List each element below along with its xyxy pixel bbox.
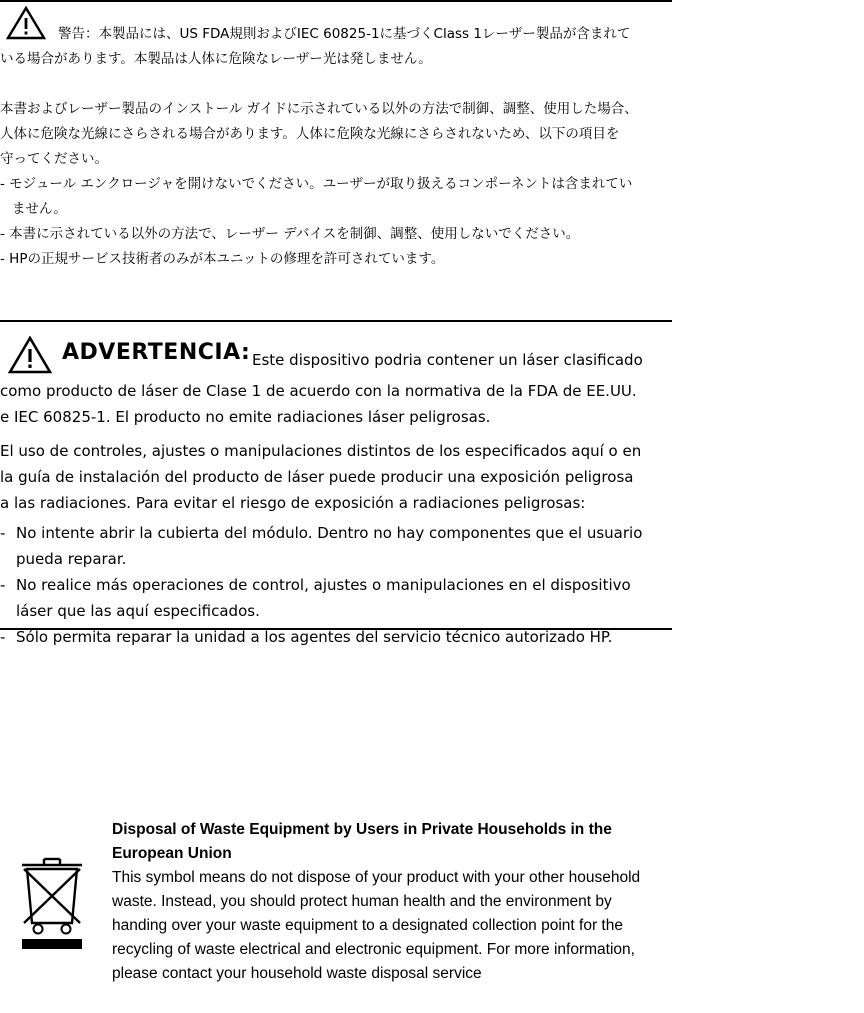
japanese-paragraph-line: 守ってください。 bbox=[0, 151, 108, 167]
horizontal-rule bbox=[0, 0, 672, 2]
spanish-heading: ADVERTENCIA: bbox=[62, 340, 251, 365]
crossed-out-wheeled-bin-icon bbox=[14, 853, 90, 951]
weee-body-line: This symbol means do not dispose of your product with your other household bbox=[112, 869, 641, 886]
japanese-paragraph bbox=[0, 97, 672, 172]
weee-body-line: recycling of waste electrical and electronic equipment. For more information, bbox=[112, 941, 635, 958]
weee-text-block bbox=[112, 818, 772, 986]
weee-title-line2: European Union bbox=[112, 845, 232, 862]
list-item: - モジュール エンクロージャを開けないでください。ユーザーが取り扱えるコンポーネントは含まれてい bbox=[0, 176, 633, 192]
japanese-paragraph-line: 本書およびレーザー製品のインストール ガイドに示されている以外の方法で制御、調整、使用した場合、 bbox=[0, 101, 638, 117]
list-item: - 本書に示されている以外の方法で、レーザー デバイスを制御、調整、使用しないでください。 bbox=[0, 226, 580, 242]
list-item: - HPの正規サービス技術者のみが本ユニットの修理を許可されています。 bbox=[0, 251, 445, 267]
list-item-text: Sólo permita reparar la unidad a los agentes del servicio técnico autorizado HP. bbox=[16, 628, 613, 646]
list-item-text: pueda reparar. bbox=[16, 550, 127, 568]
list-item-text: láser que las aquí especificados. bbox=[16, 602, 260, 620]
list-dash-spacer bbox=[0, 546, 16, 572]
list-dash: - bbox=[0, 576, 6, 594]
japanese-heading-line2: いる場合があります。本製品は人体に危険なレーザー光は発しません。 bbox=[0, 51, 432, 67]
list-item-text: No realice más operaciones de control, ajustes o manipulaciones en el dispositivo bbox=[16, 576, 631, 594]
spanish-heading-inline-text: Este dispositivo podria contener un láser clasificado bbox=[252, 351, 643, 369]
spanish-bullet-list bbox=[0, 520, 672, 650]
japanese-paragraph-line: 人体に危険な光線にさらされる場合があります。人体に危険な光線にさらされないため、以下の項目を bbox=[0, 126, 620, 142]
list-item bbox=[0, 520, 672, 546]
spanish-paragraph-line: e IEC 60825-1. El producto no emite radiaciones láser peligrosas. bbox=[0, 408, 491, 426]
list-dash: - bbox=[0, 628, 6, 646]
spanish-paragraph-1 bbox=[0, 378, 672, 430]
list-item bbox=[0, 624, 672, 650]
spanish-paragraph-line: a las radiaciones. Para evitar el riesgo de exposición a radiaciones peligrosas: bbox=[0, 494, 586, 512]
japanese-heading-line1: 警告：本製品には、US FDA規則およびIEC 60825-1に基づくClass 1レーザー製品が含まれて bbox=[58, 26, 631, 42]
weee-title-line1: Disposal of Waste Equipment by Users in Private Households in the bbox=[112, 821, 612, 838]
list-item-continuation bbox=[0, 598, 672, 624]
weee-body-line: handing over your waste equipment to a designated collection point for the bbox=[112, 917, 623, 934]
list-item-continuation: ません。 bbox=[12, 201, 67, 217]
warning-triangle-icon bbox=[8, 336, 52, 374]
list-item-continuation bbox=[0, 546, 672, 572]
japanese-bullet-list bbox=[0, 172, 672, 272]
spanish-paragraph-2 bbox=[0, 438, 672, 516]
horizontal-rule bbox=[0, 320, 672, 322]
list-item bbox=[0, 572, 672, 598]
spanish-paragraph-line: El uso de controles, ajustes o manipulaciones distintos de los especificados aquí o en bbox=[0, 442, 642, 460]
weee-body-line: waste. Instead, you should protect human health and the environment by bbox=[112, 893, 612, 910]
spanish-paragraph-line: la guía de instalación del producto de láser puede producir una exposición peligrosa bbox=[0, 468, 634, 486]
list-dash-spacer bbox=[0, 598, 16, 624]
weee-body-line: please contact your household waste disposal service bbox=[112, 965, 482, 982]
warning-triangle-icon bbox=[6, 6, 46, 40]
list-dash: - bbox=[0, 524, 6, 542]
spanish-paragraph-line: como producto de láser de Clase 1 de acuerdo con la normativa de la FDA de EE.UU. bbox=[0, 382, 637, 400]
list-item-text: No intente abrir la cubierta del módulo. Dentro no hay componentes que el usuario bbox=[16, 524, 643, 542]
